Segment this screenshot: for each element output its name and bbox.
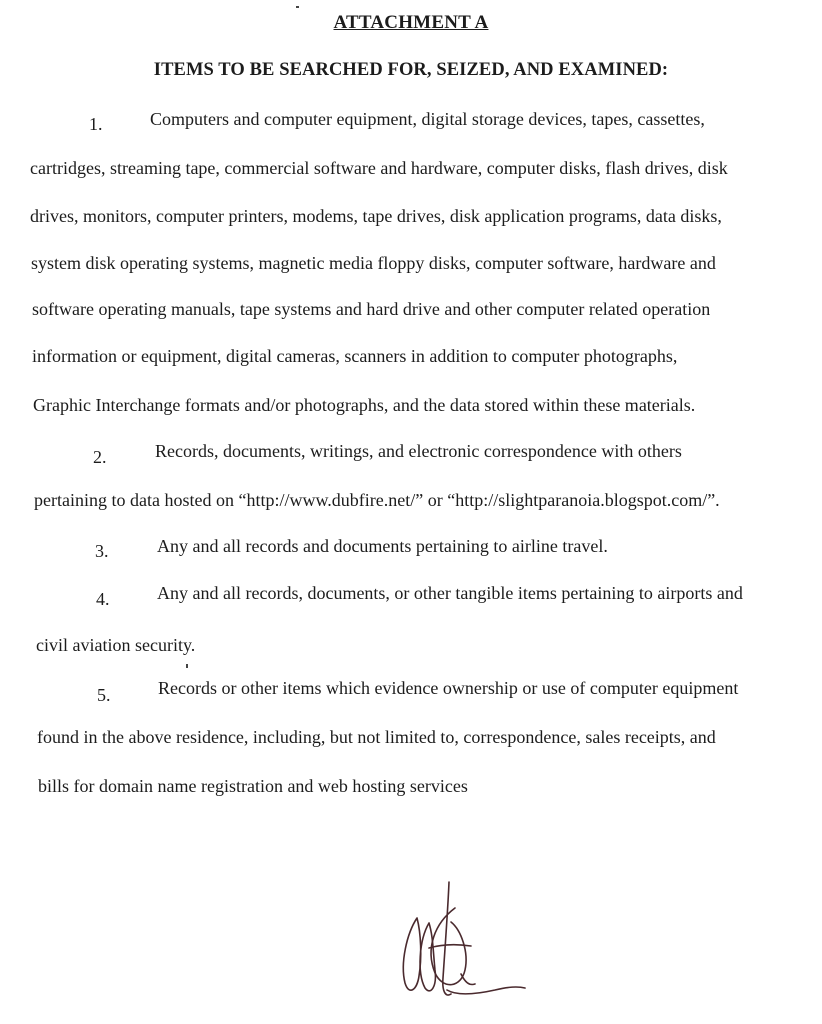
item-line: bills for domain name registration and web hosting services <box>38 776 468 796</box>
item-line: Graphic Interchange formats and/or photographs, and the data stored within these materials. <box>33 395 696 415</box>
item-line: Computers and computer equipment, digital storage devices, tapes, cassettes, <box>150 109 705 129</box>
item-line: Records or other items which evidence ownership or use of computer equipment <box>158 678 739 698</box>
item-number: 3. <box>95 541 109 561</box>
item-line: software operating manuals, tape systems and hard drive and other computer related operation <box>32 299 711 319</box>
item-line: found in the above residence, including, but not limited to, correspondence, sales receipts, and <box>37 727 716 747</box>
item-line: Records, documents, writings, and electronic correspondence with others <box>155 441 682 461</box>
signature <box>395 878 535 1008</box>
item-line: drives, monitors, computer printers, modems, tape drives, disk application programs, data disks, <box>30 206 722 226</box>
item-line: system disk operating systems, magnetic media floppy disks, computer software, hardware and <box>31 253 716 273</box>
item-line: pertaining to data hosted on “http://www.dubfire.net/” or “http://slightparanoia.blogspot.com/”. <box>34 490 720 510</box>
item-line: Any and all records, documents, or other tangible items pertaining to airports and <box>157 583 743 603</box>
item-number: 4. <box>96 589 110 609</box>
item-line: information or equipment, digital cameras, scanners in addition to computer photographs, <box>32 346 678 366</box>
document-subtitle: ITEMS TO BE SEARCHED FOR, SEIZED, AND EXAMINED: <box>153 60 669 80</box>
scan-speck <box>296 6 299 8</box>
item-number: 1. <box>89 114 103 134</box>
item-line: Any and all records and documents pertaining to airline travel. <box>157 536 608 556</box>
item-number: 2. <box>93 447 107 467</box>
item-line: cartridges, streaming tape, commercial software and hardware, computer disks, flash drives, disk <box>30 158 728 178</box>
document-title: ATTACHMENT A <box>333 12 489 33</box>
item-number: 5. <box>97 685 111 705</box>
scan-speck <box>186 664 188 668</box>
item-line: civil aviation security. <box>36 635 196 655</box>
